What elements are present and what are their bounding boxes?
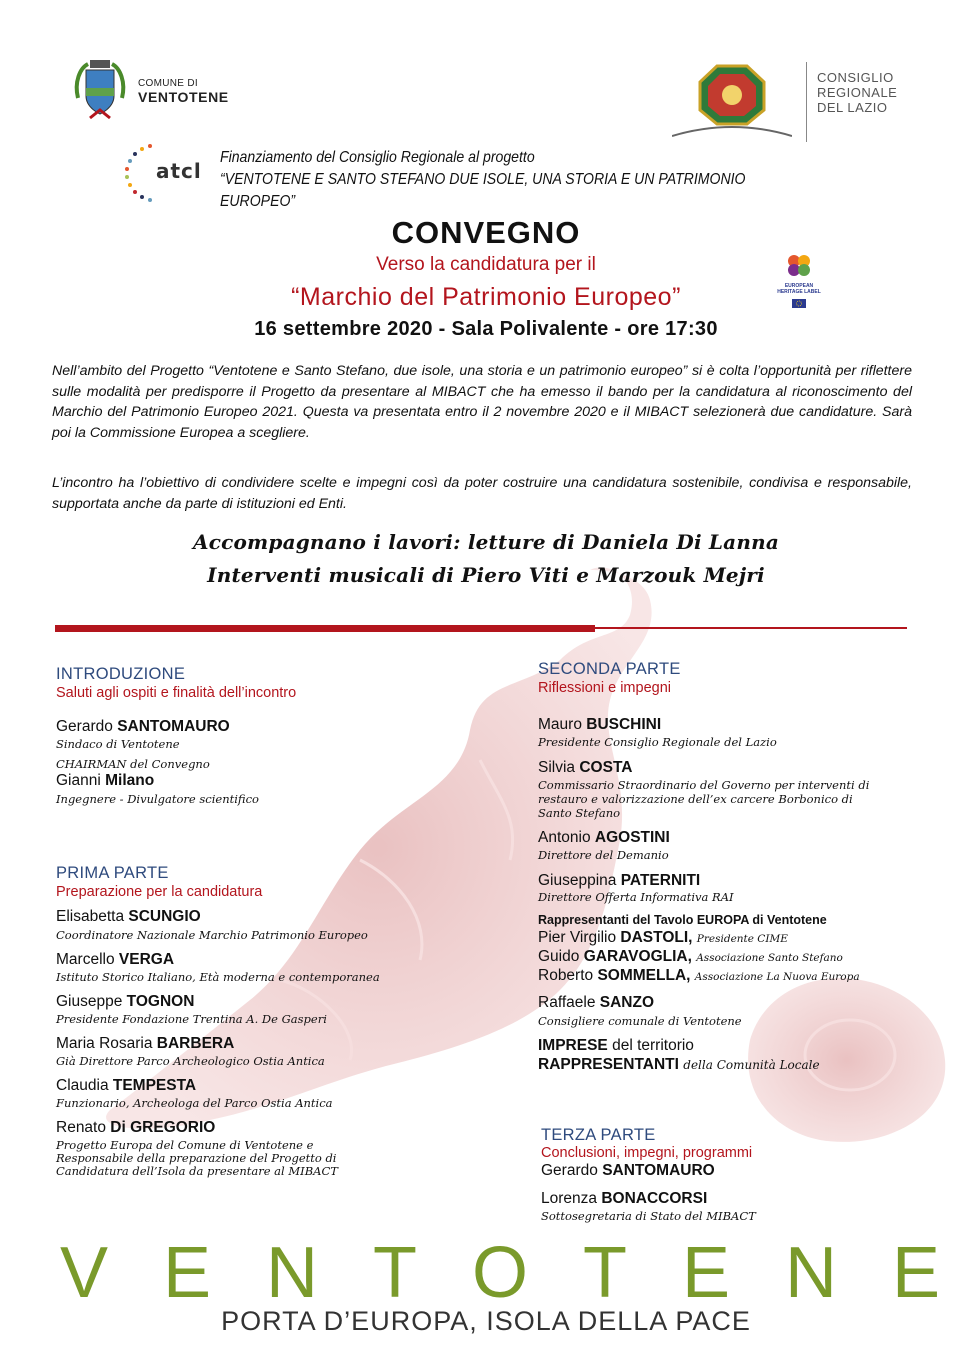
wordmark-letter: E	[891, 1233, 940, 1313]
section-prima-head: PRIMA PARTE	[56, 864, 169, 882]
wordmark-letter: E	[681, 1233, 730, 1313]
consiglio-line-3: DEL LAZIO	[817, 100, 888, 115]
speaker-name: Gianni Milano	[56, 772, 155, 789]
wordmark-letter: N	[266, 1233, 319, 1313]
atcl-logo-block	[124, 140, 202, 202]
section-introduzione-sub: Saluti agli ospiti e finalità dell’incontro	[56, 685, 297, 701]
footer-wordmark	[60, 1232, 940, 1314]
speaker-name: Elisabetta SCUNGIO	[56, 908, 201, 925]
wordmark-letter: O	[471, 1233, 528, 1313]
speaker-name: Marcello VERGA	[56, 951, 175, 968]
event-title: CONVEGNO	[391, 215, 581, 250]
readings-credit: Accompagnano i lavori: letture di Daniela Di Lanna	[193, 530, 779, 554]
speaker-role: Candidatura dell’Isola da presentare al MIBACT	[56, 1164, 338, 1178]
section-seconda-head: SECONDA PARTE	[538, 660, 681, 678]
speaker-name: Lorenza BONACCORSI	[541, 1190, 708, 1207]
atcl-wordmark: atcl	[156, 159, 202, 183]
speaker-name: Antonio AGOSTINI	[538, 829, 670, 846]
ehl-line-2: HERITAGE LABEL	[777, 289, 821, 295]
heritage-flower-icon	[782, 252, 816, 278]
eu-flag-icon	[792, 299, 806, 308]
speaker-role: Presidente Consiglio Regionale del Lazio	[538, 735, 777, 749]
divider-line	[595, 627, 907, 629]
rappresentanti-line: RAPPRESENTANTI della Comunità Locale	[538, 1056, 820, 1073]
speaker-name: Guido GARAVOGLIA, Associazione Santo Stefano	[538, 948, 843, 965]
speaker-role: Sottosegretaria di Stato del MIBACT	[541, 1209, 756, 1223]
speaker-name: Renato Di GREGORIO	[56, 1119, 216, 1136]
funding-line-2: “VENTOTENE E SANTO STEFANO DUE ISOLE, UNA STORIA E UN PATRIMONIO EUROPEO”	[220, 171, 746, 210]
speaker-name: Pier Virgilio DASTOLI, Presidente CIME	[538, 929, 788, 946]
speaker-name: Giuseppe TOGNON	[56, 993, 195, 1010]
speaker-name: Gerardo SANTOMAURO	[56, 718, 230, 735]
funding-statement	[220, 147, 818, 213]
speaker-name: Roberto SOMMELLA, Associazione La Nuova Europa	[538, 967, 860, 984]
speaker-role: Istituto Storico Italiano, Età moderna e contemporanea	[56, 970, 380, 984]
speaker-name: Gerardo SANTOMAURO	[541, 1162, 715, 1179]
footer-tagline: PORTA D’EUROPA, ISOLA DELLA PACE	[221, 1306, 751, 1336]
speaker-role: Direttore Offerta Informativa RAI	[538, 890, 734, 904]
atcl-dots-icon	[124, 140, 154, 202]
wordmark-letter: N	[784, 1233, 837, 1313]
speaker-role: Sindaco di Ventotene	[56, 737, 180, 751]
wordmark-letter: T	[373, 1233, 417, 1313]
wordmark-letter: T	[582, 1233, 627, 1313]
section-seconda-sub: Riflessioni e impegni	[538, 680, 671, 696]
speaker-role: Ingegnere - Divulgatore scientifico	[56, 792, 259, 806]
section-prima-sub: Preparazione per la candidatura	[56, 884, 263, 900]
speaker-name: Silvia COSTA	[538, 759, 633, 776]
wordmark-letter: E	[163, 1233, 212, 1313]
divider-bar	[55, 625, 595, 632]
european-heritage-label-logo	[766, 252, 832, 313]
lazio-emblem-icon	[672, 62, 792, 142]
section-terza-head: TERZA PARTE	[541, 1126, 656, 1144]
speaker-name: Mauro BUSCHINI	[538, 716, 662, 733]
funding-line-1: Finanziamento del Consiglio Regionale al progetto	[220, 149, 535, 166]
speaker-role: Santo Stefano	[538, 806, 621, 820]
wordmark-letter: V	[60, 1233, 109, 1313]
speaker-role: Presidente Fondazione Trentina A. De Gasperi	[56, 1012, 327, 1026]
intro-paragraph-1: Nell’ambito del Progetto “Ventotene e Santo Stefano, due isole, una storia e un patrimonio europeo” si è colta l’opportunità per riflettere sulle modalità per predisporre il Progetto da presentare al MIBACT che ha emesso il bando per la candidatura al riconoscimento del Marchio del Patrimonio Europeo 2021. Questa va presentata entro il 2 novembre 2020 e il MIBACT selezionerà due candidature. Sarà poi la Commissione Europea a scegliere.	[52, 363, 912, 441]
speaker-role: Già Direttore Parco Archeologico Ostia Antica	[56, 1054, 325, 1068]
speaker-name: Maria Rosaria BARBERA	[56, 1035, 235, 1052]
comune-logo-block	[68, 58, 229, 124]
event-date-venue: 16 settembre 2020 - Sala Polivalente - ore 17:30	[254, 318, 718, 340]
speaker-role: Consigliere comunale di Ventotene	[538, 1014, 742, 1028]
comune-crest-icon	[68, 58, 132, 124]
speaker-role: Responsabile della preparazione del Progetto di	[56, 1151, 337, 1165]
speaker-name: Raffaele SANZO	[538, 994, 655, 1011]
event-subtitle: Verso la candidatura per il	[376, 254, 596, 275]
chairman-label: CHAIRMAN del Convegno	[56, 757, 210, 771]
ehl-line-1: EUROPEAN	[784, 283, 814, 289]
speaker-role: restauro e valorizzazione dell’ex carcere Borbonico di	[538, 792, 853, 806]
consiglio-line-2: REGIONALE	[817, 85, 898, 100]
speaker-role: Coordinatore Nazionale Marchio Patrimonio Europeo	[56, 928, 368, 942]
tavolo-europa-label: Rappresentanti del Tavolo EUROPA di Ventotene	[538, 913, 827, 927]
consiglio-line-1: CONSIGLIO	[817, 70, 894, 85]
music-credit: Interventi musicali di Piero Viti e Marzouk Mejri	[207, 563, 765, 587]
imprese-line: IMPRESE del territorio	[538, 1037, 694, 1054]
speaker-role: Commissario Straordinario del Governo per interventi di	[538, 778, 870, 792]
event-theme: “Marchio del Patrimonio Europeo”	[291, 283, 681, 311]
speaker-name: Claudia TEMPESTA	[56, 1077, 197, 1094]
section-introduzione-head: INTRODUZIONE	[56, 665, 186, 683]
comune-label: COMUNE DI	[138, 77, 198, 89]
speaker-role: Progetto Europa del Comune di Ventotene e	[56, 1138, 314, 1152]
speaker-role: Funzionario, Archeologa del Parco Ostia Antica	[56, 1096, 333, 1110]
speaker-role: Direttore del Demanio	[538, 848, 669, 862]
speaker-name: Giuseppina PATERNITI	[538, 872, 701, 889]
intro-paragraph-2: L’incontro ha l’obiettivo di condividere scelte e impegni così da poter costruire una candidatura sostenibile, condivisa e responsabile, supportata anche da parte di istituzioni ed Enti.	[52, 475, 912, 512]
consiglio-logo-block	[672, 62, 897, 142]
comune-name: VENTOTENE	[138, 88, 229, 105]
section-terza-sub: Conclusioni, impegni, programmi	[541, 1145, 753, 1161]
